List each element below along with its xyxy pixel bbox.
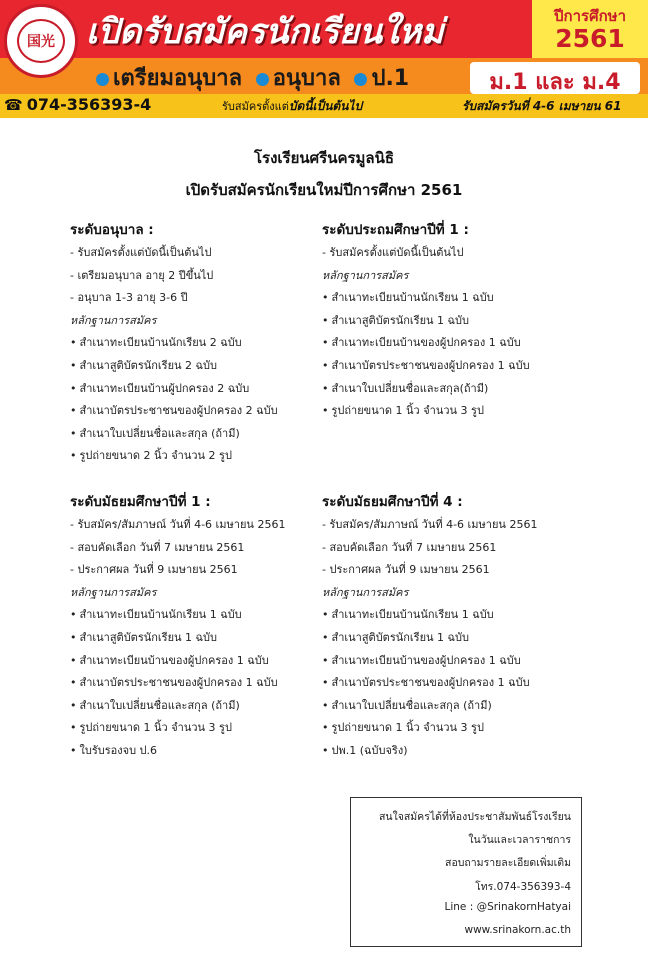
info-line: - สอบคัดเลือก วันที่ 7 เมษายน 2561 [322,537,590,560]
document-item: • สำเนาทะเบียนบ้านนักเรียน 1 ฉบับ [322,287,590,310]
info-line: - อนุบาล 1-3 อายุ 3-6 ปี [70,287,338,310]
document-item: • สำเนาทะเบียนบ้านนักเรียน 2 ฉบับ [70,332,338,355]
document-item: • รูปถ่ายขนาด 1 นิ้ว จำนวน 3 รูป [322,400,590,423]
contact-line: สอบถามรายละเอียดเพิ่มเติม [445,857,571,869]
document-item: • สำเนาทะเบียนบ้านของผู้ปกครอง 1 ฉบับ [322,332,590,355]
section-heading: ระดับอนุบาล : [70,222,154,238]
document-item: • รูปถ่ายขนาด 1 นิ้ว จำนวน 3 รูป [70,717,338,740]
document-item: • สำเนาบัตรประชาชนของผู้ปกครอง 1 ฉบับ [322,672,590,695]
header-banner [0,0,648,118]
document-item: • สำเนาสูติบัตรนักเรียน 1 ฉบับ [322,627,590,650]
section-secondary-4 [322,490,590,763]
document-item: • สำเนาบัตรประชาชนของผู้ปกครอง 1 ฉบับ [70,672,338,695]
apply-date-prefix: รับสมัครวันที่ [462,99,529,113]
document-item: • สำเนาใบเปลี่ยนชื่อและสกุล(ถ้ามี) [322,378,590,401]
apply-date-value: 4-6 เมษายน 61 [532,99,622,113]
document-item: • สำเนาทะเบียนบ้านของผู้ปกครอง 1 ฉบับ [322,650,590,673]
document-item: • สำเนาทะเบียนบ้านนักเรียน 1 ฉบับ [322,604,590,627]
document-item: • รูปถ่ายขนาด 1 นิ้ว จำนวน 3 รูป [322,717,590,740]
document-item: • สำเนาใบเปลี่ยนชื่อและสกุล (ถ้ามี) [70,423,338,446]
primary-levels [90,60,409,95]
document-item: • สำเนาใบเปลี่ยนชื่อและสกุล (ถ้ามี) [70,695,338,718]
apply-date [462,97,621,116]
bullet-dot-icon [256,73,269,86]
document-item: • สำเนาทะเบียนบ้านนักเรียน 1 ฉบับ [70,604,338,627]
document-item: • สำเนาบัตรประชาชนของผู้ปกครอง 1 ฉบับ [322,355,590,378]
phone-number: 074-356393-4 [26,95,152,114]
section-heading: ระดับประถมศึกษาปีที่ 1 : [322,222,469,238]
documents-heading: หลักฐานการสมัคร [70,313,157,327]
document-item: • สำเนาทะเบียนบ้านของผู้ปกครอง 1 ฉบับ [70,650,338,673]
bullet-dot-icon [354,73,367,86]
document-item: • ใบรับรองจบ ป.6 [70,740,338,763]
contact-line: ในวันและเวลาราชการ [468,834,571,846]
logo-glyph: 国光 [27,34,55,50]
info-line: - รับสมัคร/สัมภาษณ์ วันที่ 4-6 เมษายน 2561 [70,514,338,537]
school-logo [4,4,78,78]
documents-heading: หลักฐานการสมัคร [70,585,157,599]
contact-phone: โทร.074-356393-4 [475,881,571,893]
info-line: - สอบคัดเลือก วันที่ 7 เมษายน 2561 [70,537,338,560]
open-note-prefix: รับสมัครตั้งแต่ [222,100,289,113]
phone-icon: ☎ [4,96,23,114]
document-item: • ปพ.1 (ฉบับจริง) [322,740,590,763]
document-item: • สำเนาสูติบัตรนักเรียน 2 ฉบับ [70,355,338,378]
banner-phone [4,95,151,114]
info-line: - รับสมัคร/สัมภาษณ์ วันที่ 4-6 เมษายน 2561 [322,514,590,537]
info-line: - เตรียมอนุบาล อายุ 2 ปีขึ้นไป [70,265,338,288]
info-line: - ประกาศผล วันที่ 9 เมษายน 2561 [322,559,590,582]
open-note-emphasis: บัดนี้เป็นต้นไป [288,99,363,113]
documents-heading: หลักฐานการสมัคร [322,585,409,599]
secondary-levels-box [470,62,640,94]
document-item: • สำเนาสูติบัตรนักเรียน 1 ฉบับ [322,310,590,333]
contact-line-id: Line : @SrinakornHatyai [444,901,571,913]
logo-emblem-icon [17,19,65,63]
section-heading: ระดับมัธยมศึกษาปีที่ 4 : [322,494,463,510]
contact-box [350,797,582,947]
document-item: • สำเนาทะเบียนบ้านผู้ปกครอง 2 ฉบับ [70,378,338,401]
academic-year-box [532,0,648,58]
level-pre-kindergarten: เตรียมอนุบาล [113,66,243,91]
school-name: โรงเรียนศรีนครมูลนิธิ [253,149,395,167]
bullet-dot-icon [96,73,109,86]
document-item: • รูปถ่ายขนาด 2 นิ้ว จำนวน 2 รูป [70,445,338,468]
info-line: - ประกาศผล วันที่ 9 เมษายน 2561 [70,559,338,582]
section-secondary-1 [70,490,338,763]
level-kindergarten: อนุบาล [272,66,341,91]
info-line: - รับสมัครตั้งแต่บัดนี้เป็นต้นไป [322,242,590,265]
document-item: • สำเนาสูติบัตรนักเรียน 1 ฉบับ [70,627,338,650]
contact-website-link[interactable]: www.srinakorn.ac.th [464,924,571,936]
section-heading: ระดับมัธยมศึกษาปีที่ 1 : [70,494,211,510]
academic-year-label: ปีการศึกษา [554,7,626,25]
level-primary-1: ป.1 [371,66,410,91]
document-item: • สำเนาบัตรประชาชนของผู้ปกครอง 2 ฉบับ [70,400,338,423]
contact-line: สนใจสมัครได้ที่ห้องประชาสัมพันธ์โรงเรียน [378,811,571,823]
open-note [222,97,362,116]
secondary-levels: ม.1 และ ม.4 [489,70,621,95]
page-title: เปิดรับสมัครนักเรียนใหม่ปีการศึกษา 2561 [185,181,463,199]
info-line: - รับสมัครตั้งแต่บัดนี้เป็นต้นไป [70,242,338,265]
banner-headline: เปิดรับสมัครนักเรียนใหม่ [86,12,444,52]
section-kindergarten [70,218,338,468]
documents-heading: หลักฐานการสมัคร [322,268,409,282]
document-item: • สำเนาใบเปลี่ยนชื่อและสกุล (ถ้ามี) [322,695,590,718]
academic-year-number: 2561 [555,24,625,53]
section-primary-1 [322,218,590,423]
